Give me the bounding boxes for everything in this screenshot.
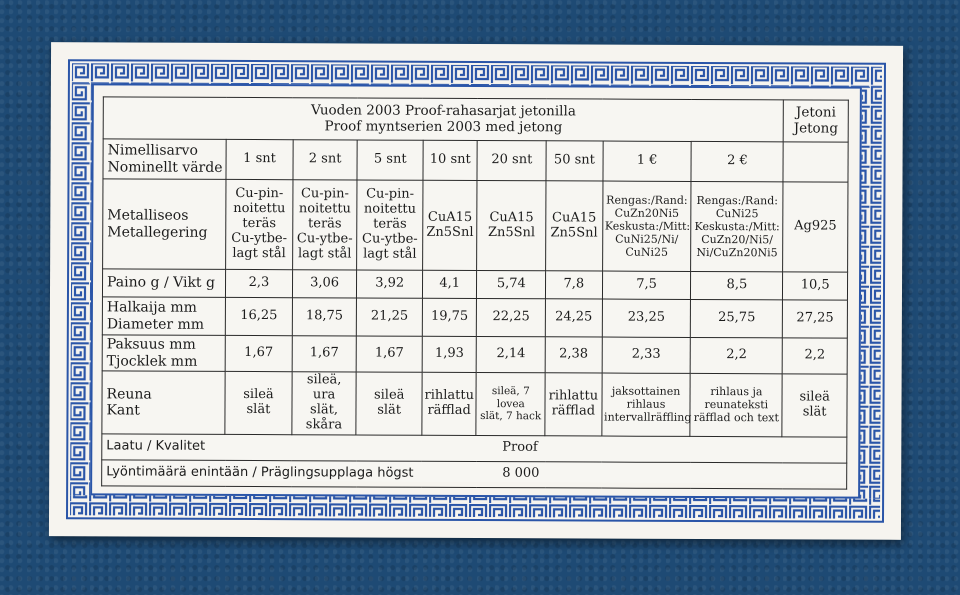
table-cell: 16,25 (225, 297, 292, 335)
alloy-cell: Rengas:/Rand: CuZn20Ni5 Keskusta:/Mitt: CuNi25/Ni/ CuNi25 (602, 181, 691, 271)
table-cell: 10,5 (783, 272, 848, 300)
table-cell: 1,93 (422, 336, 477, 372)
table-cell: 3,06 (292, 270, 357, 298)
edge-cell: rihlattu räfflad (422, 372, 477, 435)
table-cell: 19,75 (422, 298, 477, 336)
table-cell: 23,25 (602, 299, 691, 337)
title-sv: Proof myntserien 2003 med jetong (324, 117, 563, 135)
table-cell: 24,25 (545, 299, 602, 337)
table-cell: 1 € (603, 141, 692, 181)
table-cell: 18,75 (292, 298, 357, 336)
title-fi: Vuoden 2003 Proof-rahasarjat jetonilla (310, 102, 576, 120)
table-cell: 2,33 (602, 337, 691, 373)
table-cell: 25,75 (691, 299, 783, 337)
mintage-cell (102, 460, 847, 489)
table-cell: 7,8 (546, 271, 603, 299)
alloy-cell: Cu-pin- noitettu teräs Cu-ytbe- lagt stål (292, 180, 357, 270)
table-cell: 2,2 (782, 338, 847, 374)
edge-cell: sileä slät (225, 371, 292, 434)
table-cell: 5,74 (477, 271, 546, 299)
mintage-value: 8 000 (502, 465, 540, 482)
mintage-label: Lyöntimäärä enintään / Präglingsupplaga högst (106, 464, 414, 481)
mintage-row (102, 460, 847, 489)
diameter-row (102, 297, 847, 338)
edge-cell: sileä, 7 lovea slät, 7 hack (476, 373, 545, 436)
table-title (103, 97, 784, 142)
alloy-label: Metalliseos Metallegering (103, 179, 227, 270)
table-cell: 1,67 (225, 335, 292, 371)
thickness-label: Paksuus mm Tjocklek mm (102, 335, 225, 372)
table-cell: 4,1 (422, 270, 477, 298)
edge-cell: sileä slät (782, 374, 847, 437)
quality-value: Proof (502, 439, 538, 456)
weight-label: Paino g / Vikt g (102, 269, 225, 298)
table-cell: 21,25 (357, 298, 423, 336)
table-cell: 50 snt (546, 141, 603, 181)
edge-cell: sileä, ura slät, skåra (292, 372, 357, 435)
diameter-label: Halkaija mm Diameter mm (102, 297, 225, 336)
edge-cell: jaksottainen rihlaus intervallräffling (601, 373, 690, 436)
quality-label: Laatu / Kvalitet (106, 438, 206, 454)
table-cell: 2,2 (691, 337, 783, 373)
edge-label: Reuna Kant (102, 371, 225, 434)
edge-row (102, 371, 847, 437)
table-cell: 2,14 (477, 337, 546, 373)
info-card (49, 42, 903, 540)
specs-table (101, 96, 849, 489)
denomination-label: Nimellisarvo Nominellt värde (103, 139, 226, 180)
edge-cell: sileä slät (356, 372, 422, 435)
denomination-row (103, 139, 848, 182)
title-row (103, 97, 848, 142)
table-cell (783, 142, 848, 182)
alloy-cell: CuA15 Zn5Snl (477, 181, 546, 271)
table-cell: 8,5 (691, 271, 783, 299)
table-cell: 1,67 (356, 336, 422, 372)
alloy-row (103, 179, 848, 272)
table-cell: 3,92 (357, 270, 423, 298)
quality-cell (102, 434, 847, 463)
quality-row (102, 434, 847, 463)
alloy-cell: CuA15 Zn5Snl (423, 180, 478, 270)
token-header: Jetoni Jetong (783, 100, 848, 142)
table-cell: 27,25 (783, 300, 848, 338)
alloy-cell: CuA15 Zn5Snl (546, 181, 603, 271)
edge-cell: rihlaus ja reunateksti räfflad och text (690, 373, 782, 436)
table-cell: 1 snt (226, 139, 293, 179)
table-cell: 2 € (691, 141, 783, 181)
table-cell: 20 snt (477, 141, 546, 181)
table-cell: 7,5 (602, 271, 691, 299)
table-cell: 2,38 (545, 337, 602, 373)
table-cell: 22,25 (477, 299, 546, 337)
thickness-row (102, 335, 847, 374)
table-cell: 2 snt (293, 140, 358, 180)
alloy-cell: Cu-pin- noitettu teräs Cu-ytbe- lagt stål (226, 179, 293, 269)
table-cell: 1,67 (292, 336, 357, 372)
table-cell: 5 snt (357, 140, 423, 180)
table-cell: 2,3 (226, 269, 293, 297)
alloy-cell: Rengas:/Rand: CuNi25 Keskusta:/Mitt: CuZn20/Ni5/ Ni/CuZn20Ni5 (691, 181, 783, 271)
specs-table-container (101, 96, 849, 483)
alloy-cell: Cu-pin- noitettu teräs Cu-ytbe- lagt stål (357, 180, 423, 270)
edge-cell: rihlattu räfflad (545, 373, 602, 436)
weight-row (102, 269, 847, 300)
alloy-cell: Ag925 (783, 182, 848, 272)
table-cell: 10 snt (423, 140, 478, 180)
